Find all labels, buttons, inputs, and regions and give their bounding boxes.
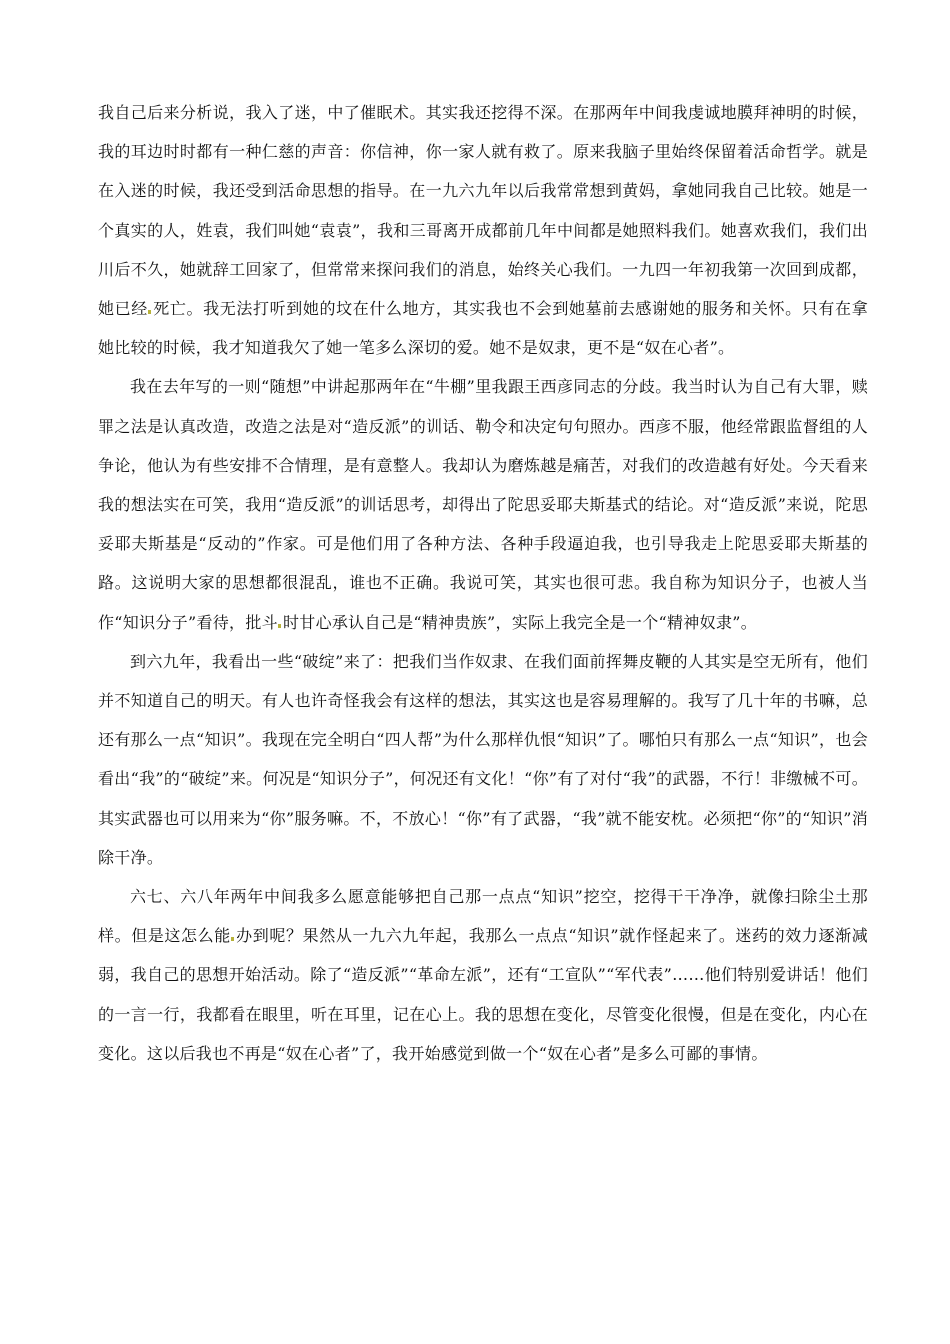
ink-speck-mark	[231, 937, 234, 941]
paragraph-4-text-b: 办到呢？果然从一九六九年起，我那么一点点“知识”就作怪起来了。迷药的效力逐渐减弱，我自己的思想开始活动。除了“造反派”“革命左派”，还有“工宣队”“军代表”……他们特别爱讲话！他们的一言一行，我都看在眼里，听在耳里，记在心上。我的思想在变化，尽管变化很慢，但是在变化，内心在变化。这以后我也不再是“奴在心者”了，我开始感觉到做一个“奴在心者”是多么可鄙的事情。	[98, 926, 868, 1063]
paragraph-3	[98, 642, 868, 877]
paragraph-3-text: 到六九年，我看出一些“破绽”来了：把我们当作奴隶、在我们面前挥舞皮鞭的人其实是空无所有，他们并不知道自己的明天。有人也许奇怪我会有这样的想法，其实这也是容易理解的。我写了几十年的书嘛，总还有那么一点“知识”。我现在完全明白“四人帮”为什么那样仇恨“知识”了。哪怕只有那么一点“知识”，也会看出“我”的“破绽”来。何况是“知识分子”，何况还有文化！“你”有了对付“我”的武器，不行！非缴械不可。其实武器也可以用来为“你”服务嘛。不，不放心！“你”有了武器，“我”就不能安枕。必须把“你”的“知识”消除干净。	[98, 651, 868, 867]
body-text	[98, 93, 868, 1073]
paragraph-4-text-a: 六七、六八年两年中间我多么愿意能够把自己那一点点“知识”挖空，挖得干干净净，就像扫除尘土那样。但是这怎么能	[98, 887, 868, 946]
paragraph-2-text-b: 时甘心承认自己是“精神贵族”，实际上我完全是一个“精神奴隶”。	[282, 612, 757, 632]
paragraph-1-text-b: 死亡。我无法打听到她的坟在什么地方，其实我也不会到她墓前去感谢她的服务和关怀。只有在拿她比较的时候，我才知道我欠了她一笔多么深切的爱。她不是奴隶，更不是“奴在心者”。	[98, 299, 868, 358]
paragraph-2-text-a: 我在去年写的一则“随想”中讲起那两年在“牛棚”里我跟王西彦同志的分歧。我当时认为自己有大罪，赎罪之法是认真改造，改造之法是对“造反派”的训话、勒令和决定句句照办。西彦不服，他经常跟监督组的人争论，他认为有些安排不合情理，是有意整人。我却认为磨炼越是痛苦，对我们的改造越有好处。今天看来我的想法实在可笑，我用“造反派”的训话思考，却得出了陀思妥耶夫斯基式的结论。对“造反派”来说，陀思妥耶夫斯基是“反动的”作家。可是他们用了各种方法、各种手段逼迫我，也引导我走上陀思妥耶夫斯基的路。这说明大家的思想都很混乱，谁也不正确。我说可笑，其实也很可悲。我自称为知识分子，也被人当作“知识分子”看待，批斗	[98, 377, 868, 632]
paragraph-1	[98, 93, 868, 367]
ink-speck-mark	[278, 624, 281, 628]
paragraph-1-text-a: 我自己后来分析说，我入了迷，中了催眠术。其实我还挖得不深。在那两年中间我虔诚地膜拜神明的时候，我的耳边时时都有一种仁慈的声音：你信神，你一家人就有救了。原来我脑子里始终保留着活命哲学。就是在入迷的时候，我还受到活命思想的指导。在一九六九年以后我常常想到黄妈，拿她同我自己比较。她是一个真实的人，姓袁，我们叫她“袁袁”，我和三哥离开成都前几年中间都是她照料我们。她喜欢我们，我们出川后不久，她就辞工回家了，但常常来探问我们的消息，始终关心我们。一九四一年初我第一次回到成都，她已经	[98, 103, 868, 319]
ink-speck-mark	[148, 310, 151, 314]
paragraph-2	[98, 367, 868, 641]
paragraph-4	[98, 877, 868, 1073]
